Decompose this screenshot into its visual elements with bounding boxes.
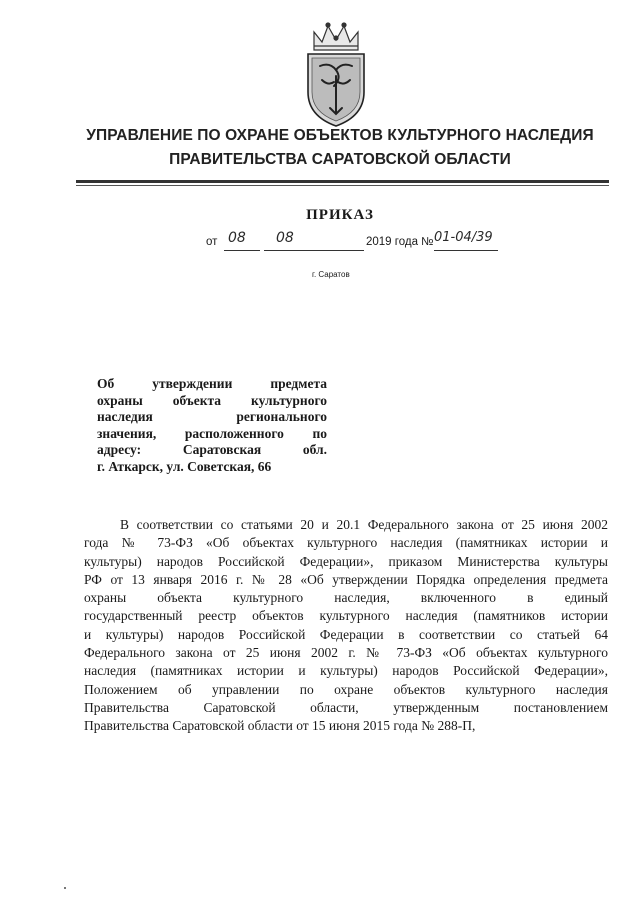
subject-line: наследия регионального — [97, 409, 327, 424]
order-body — [84, 516, 608, 736]
body-line: наследия (памятниках истории и культуры) народов Российской Федерации», — [84, 663, 608, 679]
handwritten-month: 08 — [276, 230, 294, 246]
handwritten-day: 08 — [228, 230, 246, 246]
body-line: государственный реестр объектов культурного наследия (памятников истории — [84, 608, 608, 624]
body-line: Положением об управлении по охране объектов культурного наследия — [84, 681, 608, 697]
date-year-suffix: 2019 года № — [366, 236, 434, 248]
order-subject — [97, 376, 327, 475]
number-underline — [434, 250, 498, 251]
body-line: культуры) народов Российской Федерации», приказом Министерства культуры — [84, 553, 608, 569]
body-line: В соответствии со статьями 20 и 20.1 Федерального закона от 25 июня 2002 — [120, 517, 608, 532]
saratov-coat-of-arms-icon — [300, 20, 372, 130]
month-underline — [264, 250, 364, 251]
body-line: Правительства Саратовской области, утвержденным постановлением — [84, 699, 608, 715]
order-title: ПРИКАЗ — [306, 207, 374, 223]
body-line: РФ от 13 января 2016 г. № 28 «Об утверждении Порядка определения предмета — [84, 571, 608, 587]
header-divider-thick — [76, 180, 609, 183]
org-name-line-1: УПРАВЛЕНИЕ ПО ОХРАНЕ ОБЪЕКТОВ КУЛЬТУРНОГО НАСЛЕДИЯ — [86, 127, 594, 144]
body-line: Федерального закона от 25 июня 2002 г. № 73-ФЗ «Об объектах культурного — [84, 645, 608, 661]
subject-line: Об утверждении предмета — [97, 376, 327, 391]
subject-line: г. Аткарск, ул. Советская, 66 — [97, 458, 272, 474]
body-line: и культуры) народов Российской Федерации в соответствии со статьей 64 — [84, 626, 608, 642]
handwritten-order-number: 01-04/39 — [434, 230, 493, 245]
scan-speck — [64, 887, 66, 889]
subject-line: охраны объекта культурного — [97, 392, 327, 408]
city-label: г. Саратов — [312, 270, 350, 279]
body-line: Правительства Саратовской области от 15 июня 2015 года № 288-П, — [84, 718, 476, 734]
header-divider-thin — [76, 185, 609, 186]
body-line: года № 73-ФЗ «Об объектах культурного наследия (памятниках истории и — [84, 535, 608, 551]
org-name-line-2: ПРАВИТЕЛЬСТВА САРАТОВСКОЙ ОБЛАСТИ — [169, 151, 511, 168]
date-prefix: от — [206, 236, 218, 248]
body-line: охраны объекта культурного наследия, включенного в единый — [84, 590, 608, 606]
day-underline — [224, 250, 260, 251]
subject-line: значения, расположенного по — [97, 425, 327, 441]
subject-line: адресу: Саратовская обл. — [97, 442, 327, 457]
